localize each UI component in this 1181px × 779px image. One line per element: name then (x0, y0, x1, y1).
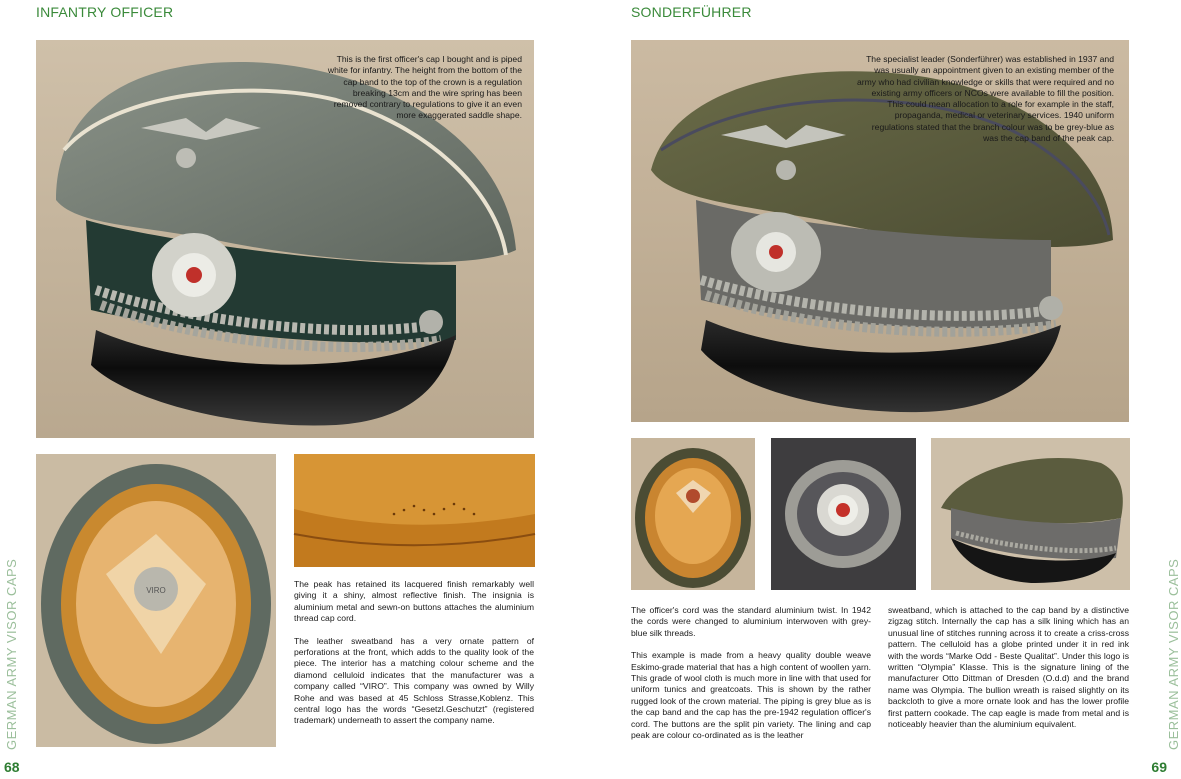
sonderfuhrer-side-photo (931, 438, 1130, 590)
wreath-illustration (771, 438, 916, 590)
side-view-illustration (931, 438, 1130, 590)
left-paragraph-1: The peak has retained its lacquered finish remarkably well giving it a shiny, almost reflective finish. The insignia is aluminium metal and sewn-on buttons attaches the aluminium thread cap cord. (294, 579, 534, 624)
interior-illustration (631, 438, 755, 590)
right-body-col1 (631, 605, 871, 752)
side-label: GERMAN ARMY VISOR CAPS (1165, 558, 1181, 750)
side-label: GERMAN ARMY VISOR CAPS (4, 558, 19, 750)
main-photo-caption: The specialist leader (Sonderführer) was established in 1937 and was usually an appointment given to an existing member of the army who had civilian knowledge or skills that were required and no existing army officers or NCOs were available to fill the position. This could mean allocation to a role for example in the staff, propaganda, medical or veterinary services. 1940 uniform regulations stated that the branch colour was to be grey-blue as was the cap band of the peak cap. (857, 54, 1114, 144)
section-title: SONDERFÜHRER (631, 4, 752, 20)
wreath-closeup-photo (771, 438, 916, 590)
page-number: 68 (4, 759, 20, 775)
cap-interior-illustration (36, 454, 276, 747)
left-body-text (294, 579, 534, 738)
left-page (0, 0, 585, 779)
svg-text:VIRO: VIRO (146, 586, 166, 595)
right-col1-paragraph-2: This example is made from a heavy quality double weave Eskimo-grade material that has a high content of woollen yarn. This grade of wool cloth is much more in line with that used for uniform tunics and greatcoats. This is shown by the rather rugged look of the crown material. The piping is grey blue as is the cap band and the cap has the pre-1942 regulation officer's cord. The buttons are the split pin variety. The lining and cap peak are colour co-ordinated as is the leather (631, 650, 871, 741)
sonderfuhrer-interior-photo (631, 438, 755, 590)
right-col1-paragraph-1: The officer's cord was the standard aluminium twist. In 1942 the cords were changed to aluminium interwoven with grey-blue silk threads. (631, 605, 871, 638)
infantry-cap-interior-photo (36, 454, 276, 747)
sweatband-detail-photo (294, 454, 535, 567)
left-paragraph-2: The leather sweatband has a very ornate pattern of perforations at the front, which adds to the quality look of the piece. The interior has a matching colour scheme and the diamond celluloid indicates that the manufacturer was a company called “VIRO”. This company was owned by Willy Rohe and was based at 45 Schloss Strasse,Koblenz. This central logo has the words “Gesetzl.Geschutzt” (registered trademark) underneath to assert the company name. (294, 635, 534, 726)
section-title: INFANTRY OFFICER (36, 4, 174, 20)
right-body-col2 (888, 605, 1129, 741)
main-photo-caption: This is the first officer's cap I bought and is piped white for infantry. The height from the bottom of the cap band to the top of the crown is a regulation breaking 13cm and the wire spring has been removed contrary to regulations to give it an even more exaggerated saddle shape. (327, 54, 522, 121)
page-number: 69 (1151, 759, 1167, 775)
right-col2-paragraph-1: sweatband, which is attached to the cap band by a distinctive zigzag stitch. Internally the cap has a silk lining which has an unusual line of stitches running across it to create a criss-cross pattern. The celluloid has a globe printed under it in red ink with the words “Marke Odd - Beste Qualitat”. Under this logo is written “Olympia” Klasse. This is the signature lining of the manufacturer Otto Dittman of Dresden (O.d.d) and the brand name was Olympia. The bullion wreath is raised slightly on its backcloth to give a more ornate look and has the lower profile first pattern cookade. The cap eagle is made from metal and is noticeably heavier than the aluminium equivalent. (888, 605, 1129, 730)
sweatband-illustration (294, 454, 535, 567)
right-page (586, 0, 1181, 779)
